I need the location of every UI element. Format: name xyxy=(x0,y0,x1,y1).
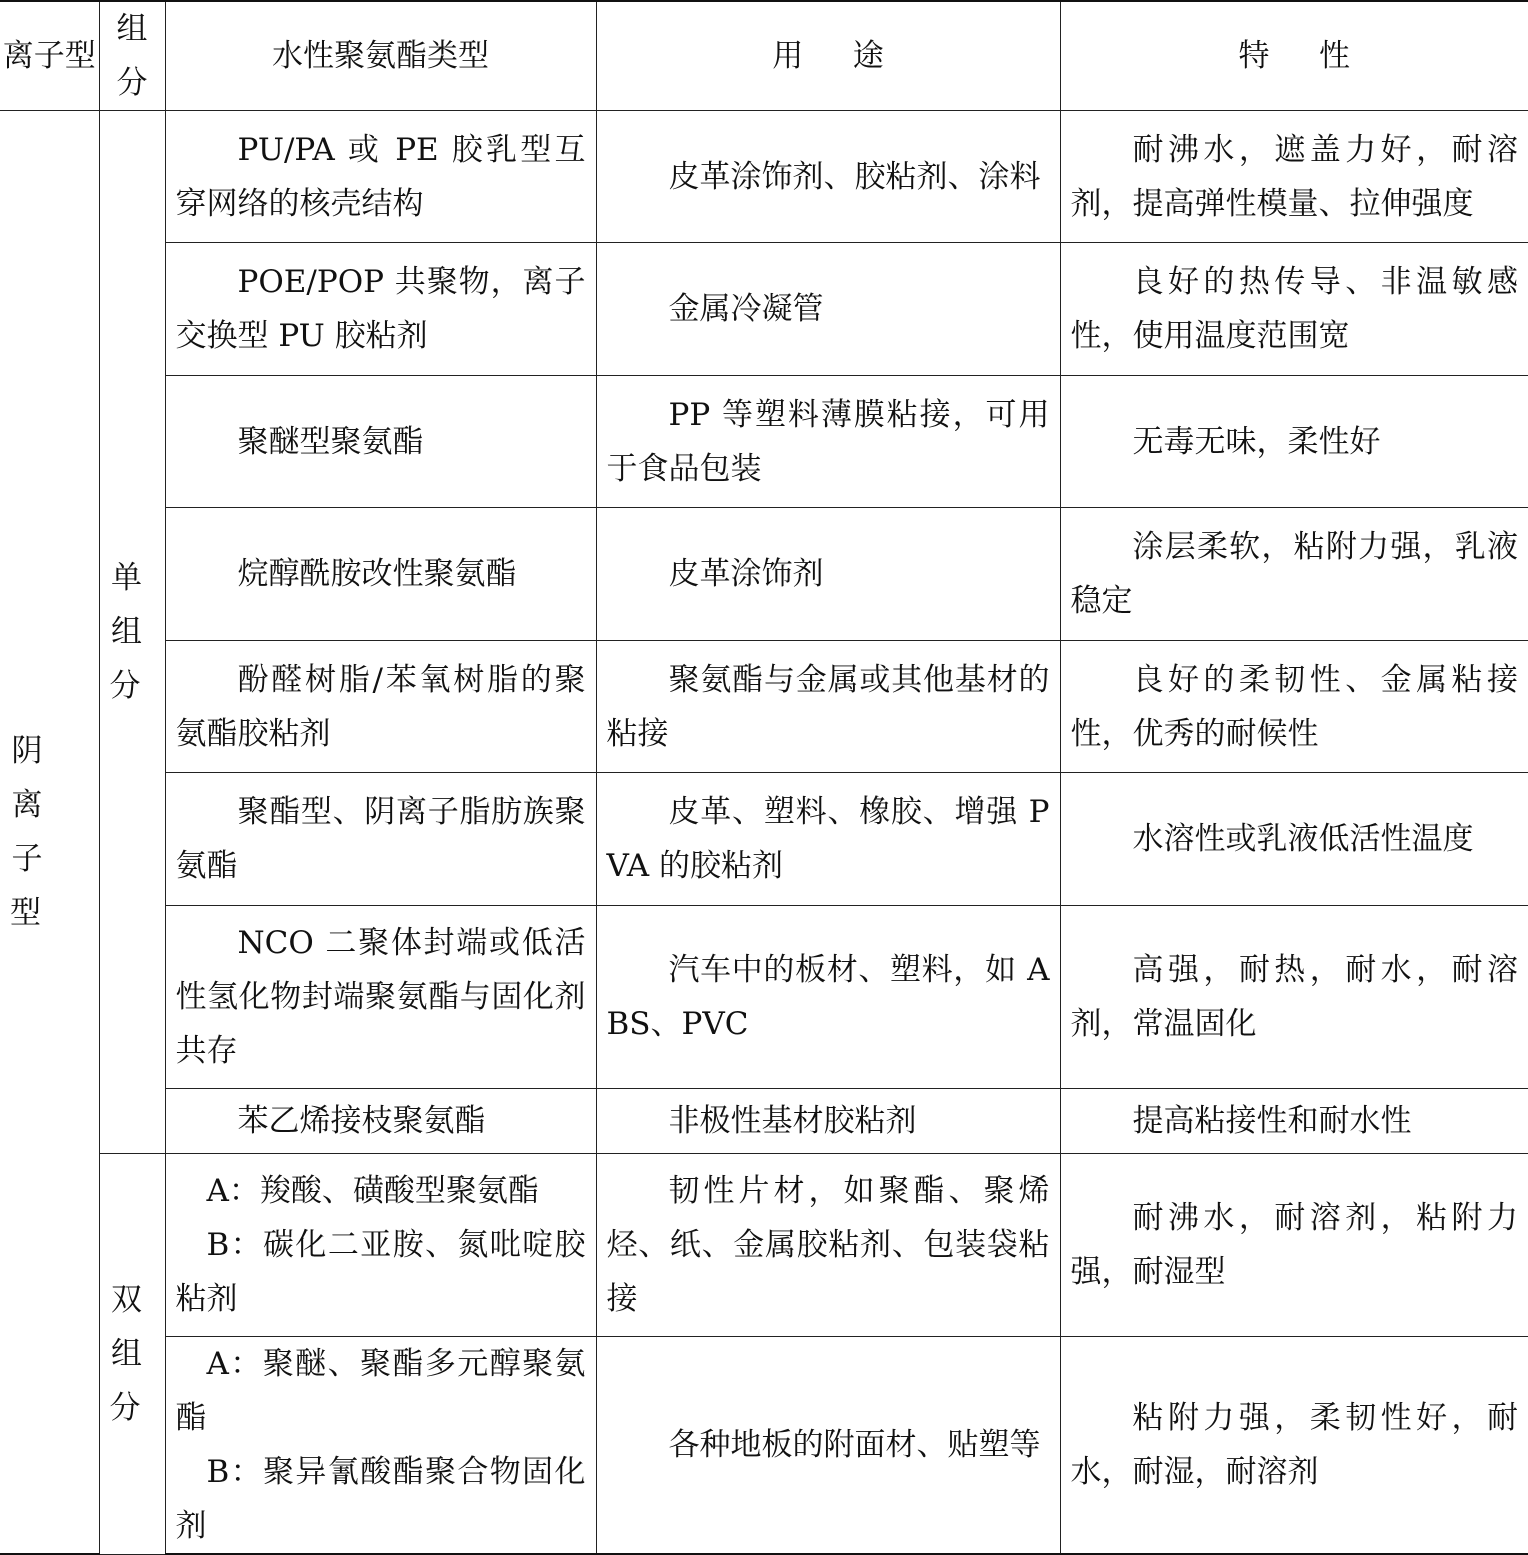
usage-cell: 各种地板的附面材、贴塑等 xyxy=(596,1337,1060,1555)
header-pu-type: 水性聚氨酯类型 xyxy=(165,1,596,111)
table-row xyxy=(0,1154,1528,1337)
pu-type-cell xyxy=(165,1337,596,1555)
pu-type-cell: 苯乙烯接枝聚氨酯 xyxy=(165,1089,596,1154)
component-single-cell xyxy=(99,111,165,1154)
pu-type-part-b: B：碳化二亚胺、氮吡啶胶粘剂 xyxy=(175,1227,586,1317)
property-cell: 粘附力强，柔韧性好，耐水，耐湿，耐溶剂 xyxy=(1060,1337,1528,1555)
usage-cell: 韧性片材，如聚酯、聚烯烃、纸、金属胶粘剂、包装袋粘接 xyxy=(596,1154,1060,1337)
usage-cell: 皮革涂饰剂、胶粘剂、涂料 xyxy=(596,111,1060,243)
property-cell: 良好的热传导、非温敏感性，使用温度范围宽 xyxy=(1060,243,1528,376)
usage-cell: PP 等塑料薄膜粘接，可用于食品包装 xyxy=(596,376,1060,508)
header-usage xyxy=(596,1,1060,111)
property-cell: 良好的柔韧性、金属粘接性，优秀的耐候性 xyxy=(1060,641,1528,773)
usage-cell: 非极性基材胶粘剂 xyxy=(596,1089,1060,1154)
property-cell: 耐沸水，遮盖力好，耐溶剂，提高弹性模量、拉伸强度 xyxy=(1060,111,1528,243)
pu-type-cell: PU/PA 或 PE 胶乳型互穿网络的核壳结构 xyxy=(165,111,596,243)
property-cell: 涂层柔软，粘附力强，乳液稳定 xyxy=(1060,508,1528,641)
pu-type-part-a: A：羧酸、磺酸型聚氨酯 xyxy=(206,1173,539,1209)
component-double-label: 双组分 xyxy=(109,1281,143,1426)
pu-type-cell: POE/POP 共聚物，离子交换型 PU 胶粘剂 xyxy=(165,243,596,376)
table-row xyxy=(0,906,1528,1089)
table-row xyxy=(0,376,1528,508)
header-property-text: 特性 xyxy=(1238,38,1400,74)
table-row xyxy=(0,1089,1528,1154)
property-cell: 耐沸水，耐溶剂，粘附力强，耐湿型 xyxy=(1060,1154,1528,1337)
pu-type-cell: 酚醛树脂/苯氧树脂的聚氨酯胶粘剂 xyxy=(165,641,596,773)
usage-cell: 聚氨酯与金属或其他基材的粘接 xyxy=(596,641,1060,773)
table-row xyxy=(0,111,1528,243)
ion-type-cell xyxy=(0,111,99,1555)
pu-type-part-a: A：聚醚、聚酯多元醇聚氨酯 xyxy=(175,1346,586,1436)
pu-type-part-b: B：聚异氰酸酯聚合物固化剂 xyxy=(175,1454,586,1544)
pu-type-cell: 聚醚型聚氨酯 xyxy=(165,376,596,508)
table-row xyxy=(0,508,1528,641)
usage-cell: 金属冷凝管 xyxy=(596,243,1060,376)
usage-cell: 皮革涂饰剂 xyxy=(596,508,1060,641)
header-usage-text: 用途 xyxy=(772,38,934,74)
usage-cell: 汽车中的板材、塑料，如 ABS、PVC xyxy=(596,906,1060,1089)
table-row xyxy=(0,773,1528,906)
table-row xyxy=(0,1337,1528,1555)
property-cell: 水溶性或乳液低活性温度 xyxy=(1060,773,1528,906)
pu-type-cell: 聚酯型、阴离子脂肪族聚氨酯 xyxy=(165,773,596,906)
property-cell: 高强，耐热，耐水，耐溶剂，常温固化 xyxy=(1060,906,1528,1089)
component-double-cell xyxy=(99,1154,165,1555)
header-component: 组分 xyxy=(99,1,165,111)
header-property xyxy=(1060,1,1528,111)
table-row xyxy=(0,641,1528,773)
pu-type-cell: 烷醇酰胺改性聚氨酯 xyxy=(165,508,596,641)
header-row xyxy=(0,1,1528,111)
pu-type-cell: NCO 二聚体封端或低活性氢化物封端聚氨酯与固化剂共存 xyxy=(165,906,596,1089)
pu-type-cell xyxy=(165,1154,596,1337)
ion-type-label: 阴离子型 xyxy=(10,733,43,931)
table-row xyxy=(0,243,1528,376)
usage-cell: 皮革、塑料、橡胶、增强 PVA 的胶粘剂 xyxy=(596,773,1060,906)
header-ion-type: 离子型 xyxy=(0,1,99,111)
property-cell: 提高粘接性和耐水性 xyxy=(1060,1089,1528,1154)
property-cell: 无毒无味，柔性好 xyxy=(1060,376,1528,508)
component-single-label: 单组分 xyxy=(109,560,143,704)
